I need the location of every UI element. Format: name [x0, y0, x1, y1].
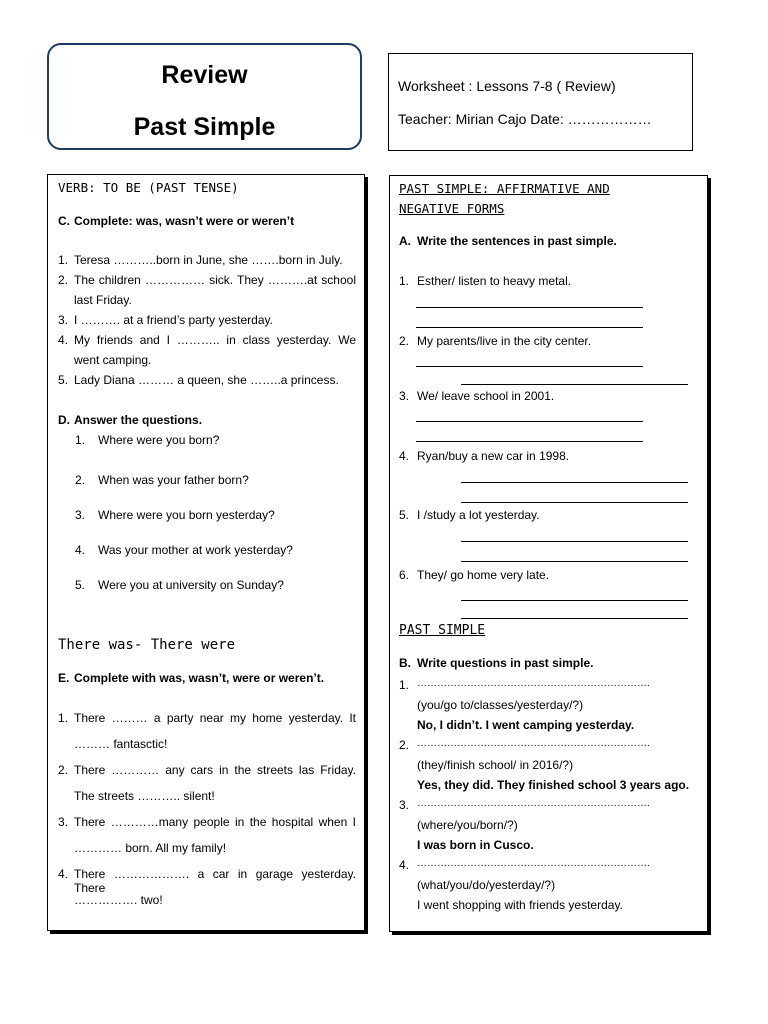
c-item-text: The children …………… sick. They ……….at school — [74, 273, 356, 287]
worksheet-title: Review — [161, 61, 248, 89]
worksheet-info: Worksheet : Lessons 7-8 ( Review) — [398, 78, 616, 94]
exercise-a-label: A. — [399, 234, 411, 248]
a-item-number: 5. — [399, 508, 410, 522]
exercise-d-instruction: Answer the questions. — [74, 413, 203, 427]
b-question-blank[interactable]: ……………………………………………………………. — [417, 738, 650, 749]
e-item-number: 2. — [58, 763, 69, 777]
exercise-a-instruction: Write the sentences in past simple. — [417, 234, 617, 248]
c-item-number: 5. — [58, 373, 69, 387]
info-box — [388, 53, 693, 151]
exercise-b-label: B. — [399, 656, 411, 670]
answer-line[interactable] — [416, 366, 643, 367]
worksheet-subtitle: Past Simple — [133, 113, 276, 141]
section-heading-affirmative-cont: NEGATIVE FORMS — [399, 201, 505, 216]
a-item-number: 4. — [399, 449, 410, 463]
c-item-text: Lady Diana ……… a queen, she ……..a princess. — [74, 373, 339, 387]
d-question: When was your father born? — [98, 473, 249, 487]
c-item-number: 4. — [58, 333, 69, 347]
e-item-number: 3. — [58, 815, 69, 829]
d-question: Where were you born? — [98, 433, 220, 447]
exercise-c-instruction: Complete: was, wasn’t were or weren’t — [74, 214, 295, 228]
e-item-number: 4. — [58, 867, 69, 881]
exercise-e-instruction: Complete with was, wasn’t, were or weren’t. — [74, 671, 325, 685]
answer-line[interactable] — [416, 327, 643, 328]
exercise-c-label: C. — [58, 214, 70, 228]
title-box — [47, 43, 362, 150]
section-heading-past-simple: PAST SIMPLE — [399, 623, 486, 638]
a-item-text: My parents/live in the city center. — [417, 334, 592, 348]
d-question: Where were you born yesterday? — [98, 508, 275, 522]
c-item-number: 1. — [58, 253, 69, 267]
e-item-text-cont: The streets ……….. silent! — [74, 789, 215, 803]
exercise-d-label: D. — [58, 413, 70, 427]
right-panel — [389, 175, 708, 932]
a-item-number: 3. — [399, 389, 410, 403]
b-answer: Yes, they did. They finished school 3 years ago. — [417, 778, 690, 792]
b-answer: No, I didn’t. I went camping yesterday. — [417, 718, 635, 732]
d-question: Were you at university on Sunday? — [98, 578, 284, 592]
a-item-text: They/ go home very late. — [417, 568, 550, 582]
e-item-text-cont: ……………. two! — [74, 893, 163, 907]
b-item-number: 2. — [399, 738, 410, 752]
answer-line[interactable] — [461, 384, 688, 385]
answer-line[interactable] — [416, 307, 643, 308]
b-item-number: 3. — [399, 798, 410, 812]
answer-line[interactable] — [461, 600, 688, 601]
b-prompt: (where/you/born/?) — [417, 818, 518, 832]
d-item-number: 2. — [75, 473, 86, 487]
e-item-text: There ……… a party near my home yesterday. It — [74, 711, 356, 725]
b-item-number: 1. — [399, 678, 410, 692]
a-item-text: I /study a lot yesterday. — [417, 508, 540, 522]
b-answer: I went shopping with friends yesterday. — [417, 898, 623, 912]
c-item-text: Teresa ………..born in June, she …….born in July. — [74, 253, 343, 267]
b-prompt: (what/you/do/yesterday/?) — [417, 878, 556, 892]
a-item-number: 1. — [399, 274, 410, 288]
b-question-blank[interactable]: ……………………………………………………………. — [417, 678, 650, 689]
a-item-text: Esther/ listen to heavy metal. — [417, 274, 572, 288]
section-heading-there-was: There was- There were — [58, 637, 236, 653]
c-item-text: My friends and I ……….. in class yesterday. We — [74, 333, 356, 347]
b-question-blank[interactable]: ……………………………………………………………. — [417, 858, 650, 869]
c-item-text: I ………. at a friend’s party yesterday. — [74, 313, 273, 327]
a-item-number: 6. — [399, 568, 410, 582]
d-item-number: 3. — [75, 508, 86, 522]
a-item-text: We/ leave school in 2001. — [417, 389, 555, 403]
c-item-text-cont: last Friday. — [74, 293, 132, 307]
left-panel — [47, 174, 365, 931]
b-prompt: (you/go to/classes/yesterday/?) — [417, 698, 584, 712]
e-item-number: 1. — [58, 711, 69, 725]
d-item-number: 1. — [75, 433, 86, 447]
answer-line[interactable] — [461, 482, 688, 483]
answer-line[interactable] — [416, 441, 643, 442]
e-item-text: There ………… any cars in the streets las Friday. — [74, 763, 356, 777]
a-item-text: Ryan/buy a new car in 1998. — [417, 449, 570, 463]
answer-line[interactable] — [461, 541, 688, 542]
teacher-info: Teacher: Mirian Cajo Date: ……………… — [398, 111, 652, 127]
c-item-number: 2. — [58, 273, 69, 287]
b-prompt: (they/finish school/ in 2016/?) — [417, 758, 574, 772]
b-item-number: 4. — [399, 858, 410, 872]
d-question: Was your mother at work yesterday? — [98, 543, 293, 557]
answer-line[interactable] — [461, 502, 688, 503]
d-item-number: 4. — [75, 543, 86, 557]
d-item-number: 5. — [75, 578, 86, 592]
exercise-b-instruction: Write questions in past simple. — [417, 656, 594, 670]
e-item-text-cont: ………… born. All my family! — [74, 841, 227, 855]
e-item-text: There ………………. a car in garage yesterday. There — [74, 867, 356, 895]
c-item-text-cont: went camping. — [74, 353, 152, 367]
c-item-number: 3. — [58, 313, 69, 327]
section-heading-affirmative: PAST SIMPLE: AFFIRMATIVE AND — [399, 181, 610, 196]
answer-line[interactable] — [461, 561, 688, 562]
b-answer: I was born in Cusco. — [417, 838, 534, 852]
answer-line[interactable] — [461, 618, 688, 619]
b-question-blank[interactable]: ……………………………………………………………. — [417, 798, 650, 809]
e-item-text-cont: ……… fantasctic! — [74, 737, 168, 751]
e-item-text: There …………many people in the hospital when I — [74, 815, 356, 829]
a-item-number: 2. — [399, 334, 410, 348]
exercise-e-label: E. — [58, 671, 70, 685]
answer-line[interactable] — [416, 421, 643, 422]
section-heading-to-be: VERB: TO BE (PAST TENSE) — [58, 180, 239, 195]
